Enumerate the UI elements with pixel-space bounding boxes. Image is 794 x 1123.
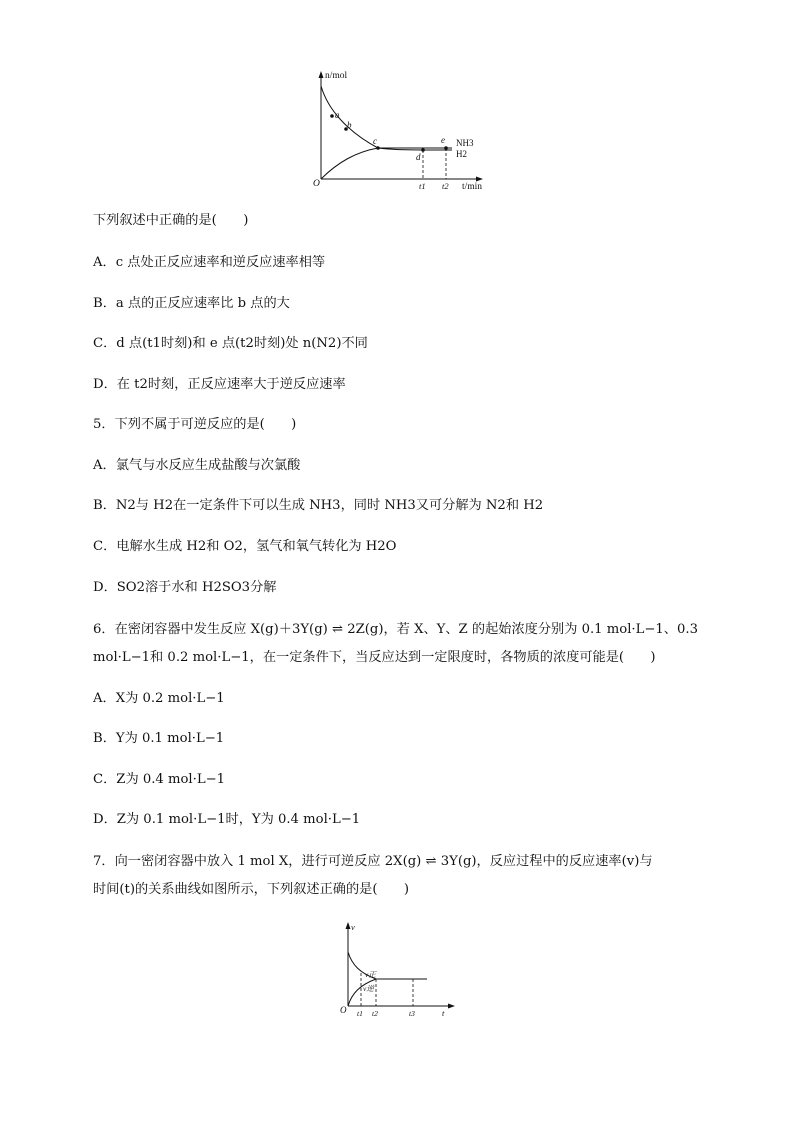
q6-stem-line2: mol·L−1和 0.2 mol·L−1，在一定条件下，当反应达到一定限度时，各物质的浓度可能是( )	[93, 650, 656, 665]
figure-v-vs-t	[332, 915, 462, 1020]
x-axis-label: t/min	[462, 182, 483, 192]
tick-t1-label: t1	[357, 1009, 363, 1018]
y-axis-label: n/mol	[325, 71, 348, 81]
curve-v-reverse-label: v逆	[363, 984, 374, 993]
q6-stem-line1: 6．在密闭容器中发生反应 X(g)＋3Y(g) ⇌ 2Z(g)，若 X、Y、Z 的起始浓度分别为 0.1 mol·L−1、0.3	[93, 622, 698, 637]
point-a-label: a	[335, 110, 340, 120]
point-d-label: d	[416, 152, 421, 162]
point-b-label: b	[347, 120, 352, 130]
q6-option-b: B．Y为 0.1 mol·L−1	[93, 731, 225, 746]
q4-stem: 下列叙述中正确的是( )	[93, 213, 249, 228]
curve-v-forward-label: v正	[365, 970, 376, 979]
point-e-label: e	[441, 135, 445, 145]
point-c-label: c	[373, 136, 377, 146]
figure-n-vs-t	[300, 62, 500, 192]
q5-option-b: B．N2与 H2在一定条件下可以生成 NH3，同时 NH3又可分解为 N2和 H2	[93, 498, 544, 513]
q5-option-c: C．电解水生成 H2和 O2，氢气和氧气转化为 H2O	[93, 539, 397, 554]
origin-label: O	[313, 179, 320, 189]
curve-nh3-label: NH3	[456, 138, 474, 148]
y-axis-label: v	[351, 922, 355, 932]
curve-h2-label: H2	[456, 149, 467, 159]
q4-option-c: C．d 点(t1时刻)和 e 点(t2时刻)处 n(N2)不同	[93, 336, 368, 351]
q5-stem: 5．下列不属于可逆反应的是( )	[93, 417, 297, 432]
q6-option-c: C．Z为 0.4 mol·L−1	[93, 772, 226, 787]
q4-option-d: D．在 t2时刻，正反应速率大于逆反应速率	[93, 377, 346, 392]
tick-t1-label: t1	[419, 181, 426, 191]
q6-option-a: A．X为 0.2 mol·L−1	[93, 691, 225, 706]
tick-t2-label: t2	[442, 181, 449, 191]
q4-option-a: A．c 点处正反应速率和逆反应速率相等	[93, 255, 326, 270]
q4-option-b: B．a 点的正反应速率比 b 点的大	[93, 296, 290, 311]
origin-label: O	[340, 1005, 347, 1015]
q7-stem-line2: 时间(t)的关系曲线如图所示，下列叙述正确的是( )	[93, 882, 410, 897]
tick-t2-label: t2	[372, 1009, 378, 1018]
q7-stem-line1: 7．向一密闭容器中放入 1 mol X，进行可逆反应 2X(g) ⇌ 3Y(g)，反应过程中的反应速率(v)与	[93, 854, 653, 869]
q6-option-d: D．Z为 0.1 mol·L−1时，Y为 0.4 mol·L−1	[93, 812, 361, 827]
x-axis-label: t	[442, 1008, 445, 1018]
q5-option-d: D．SO2溶于水和 H2SO3分解	[93, 580, 277, 595]
tick-t3-label: t3	[409, 1009, 415, 1018]
q5-option-a: A．氯气与水反应生成盐酸与次氯酸	[93, 458, 301, 473]
